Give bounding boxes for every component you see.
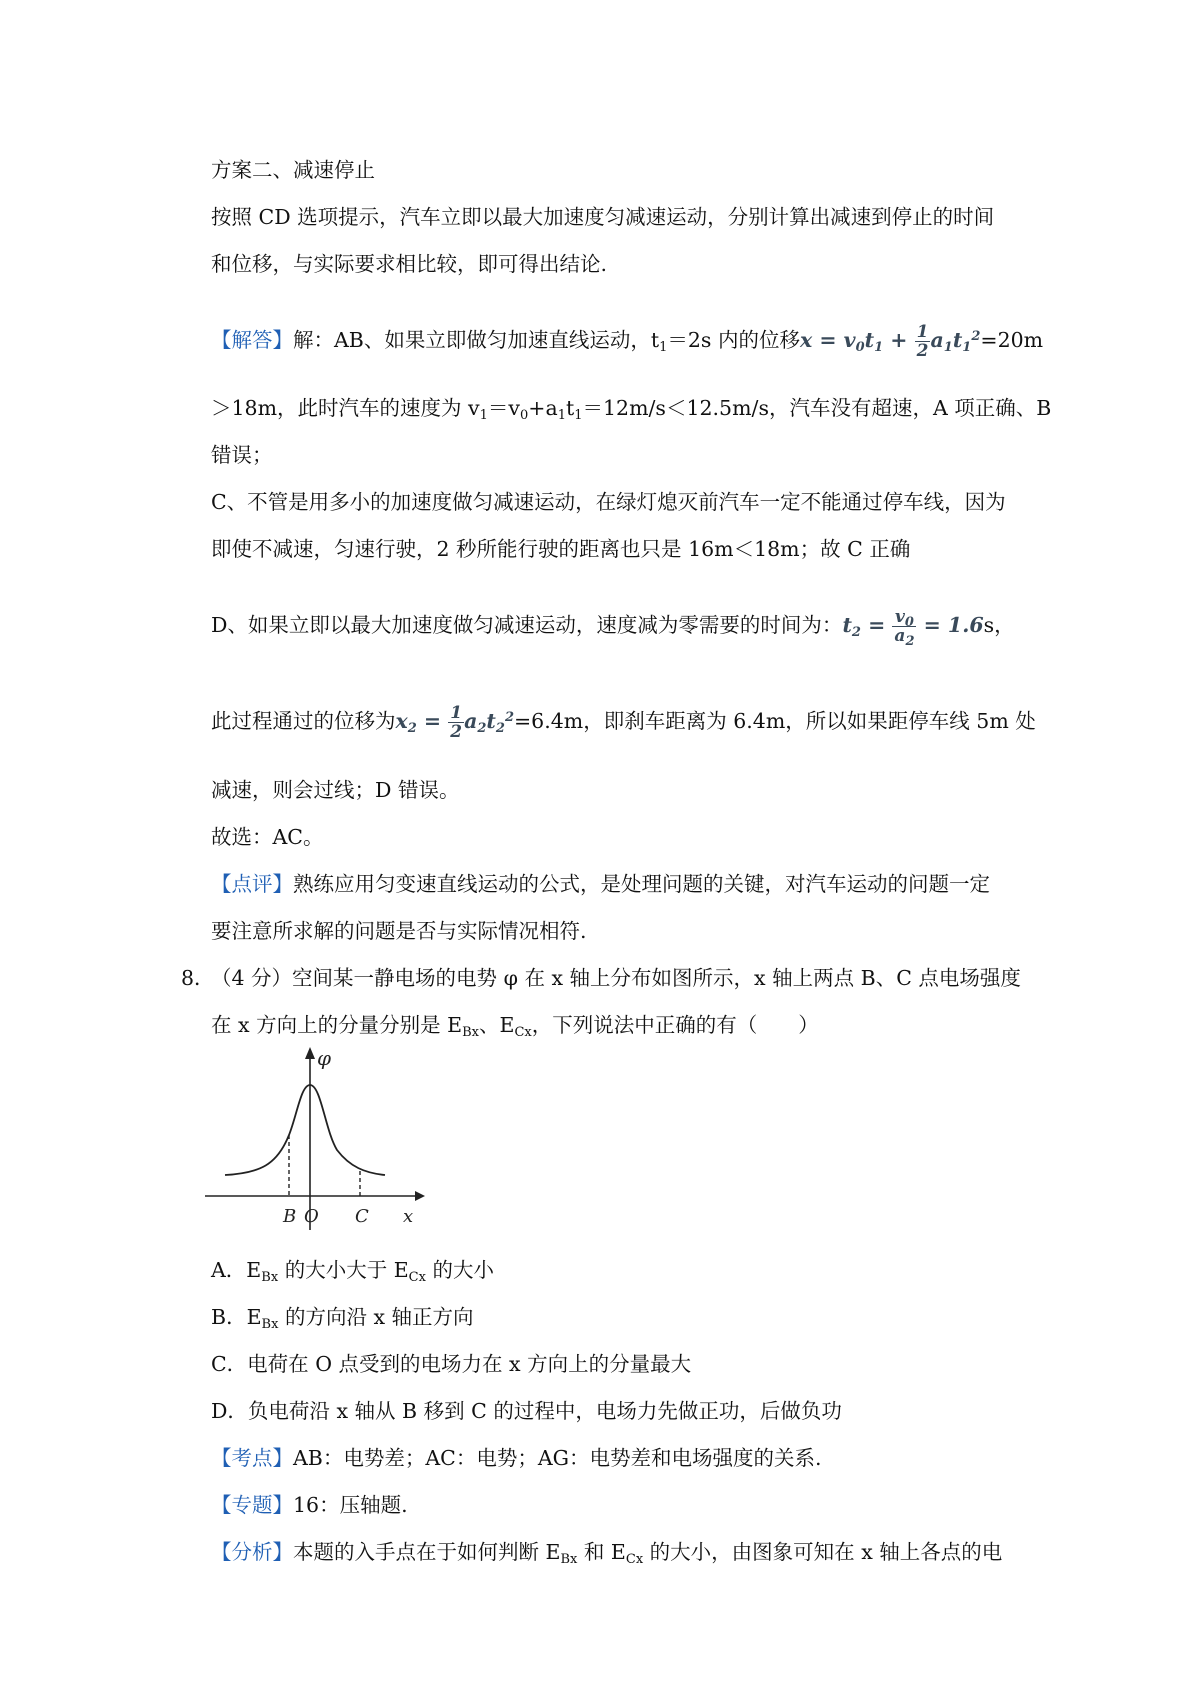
formula-displacement: $x = v_0t_1$ + $\frac{1}{2}$ $a_1t_1^2$ bbox=[799, 322, 981, 361]
answer-line-5: 即使不减速，匀速行驶，2 秒所能行驶的距离也只是 16m＜18m；故 C 正确 bbox=[211, 537, 911, 561]
option-d: D．负电荷沿 x 轴从 B 移到 C 的过程中，电场力先做正功，后做负功 bbox=[211, 1399, 842, 1423]
review-line-2: 要注意所求解的问题是否与实际情况相符. bbox=[211, 919, 587, 943]
y-axis-arrow bbox=[305, 1047, 315, 1059]
question-line-2: 在 x 方向上的分量分别是 $E_{Bx}$、$E_{Cx}$，下列说法中正确的有（ ） bbox=[211, 1013, 819, 1040]
line-3: 和位移，与实际要求相比较，即可得出结论. bbox=[211, 252, 608, 276]
label-O: O bbox=[304, 1206, 319, 1227]
question-line-1: （4 分）空间某一静电场的电势 φ 在 x 轴上分布如图所示，x 轴上两点 B、C 点电场强度 bbox=[211, 966, 1021, 990]
zhuanti-tag: 【专题】 bbox=[211, 1493, 293, 1517]
label-C: C bbox=[355, 1206, 369, 1227]
x-axis-arrow bbox=[415, 1191, 425, 1201]
fenxi-tag: 【分析】 bbox=[211, 1540, 293, 1564]
kaodian-line: 【考点】AB：电势差；AC：电势；AG：电势差和电场强度的关系. bbox=[211, 1446, 822, 1470]
answer-line-8: 减速，则会过线；D 错误。 bbox=[211, 778, 460, 802]
potential-curve bbox=[225, 1085, 385, 1175]
review-line-1: 【点评】熟练应用匀变速直线运动的公式，是处理问题的关键，对汽车运动的问题一定 bbox=[211, 872, 990, 896]
x-axis-label: x bbox=[403, 1206, 414, 1227]
answer-line-4: C、不管是用多小的加速度做匀减速运动，在绿灯熄灭前汽车一定不能通过停车线，因为 bbox=[211, 490, 1006, 514]
formula-braking: $x_2$ = $\frac{1}{2}$ $a_2t_2^2$ bbox=[395, 703, 514, 742]
fenxi-line: 【分析】本题的入手点在于如何判断 $E_{Bx}$ 和 $E_{Cx}$ 的大小，由图象可知在 x 轴上各点的电 bbox=[211, 1540, 1003, 1567]
answer-line-9: 故选：AC。 bbox=[211, 825, 324, 849]
answer-line-1: 【解答】解：AB、如果立即做匀加速直线运动，$t_1=2s$ 内的位移$x = v_0t_1$ + $\frac{1}{2}$ $a_1t_1^2=20m$ bbox=[211, 322, 1044, 361]
zhuanti-line: 【专题】16：压轴题. bbox=[211, 1493, 408, 1517]
option-c: C．电荷在 O 点受到的电场力在 x 方向上的分量最大 bbox=[211, 1352, 692, 1376]
option-a: A．$E_{Bx}$ 的大小大于 $E_{Cx}$ 的大小 bbox=[211, 1258, 494, 1285]
line-1: 方案二、减速停止 bbox=[211, 158, 375, 182]
answer-tag: 【解答】 bbox=[211, 328, 293, 352]
potential-graph bbox=[205, 1045, 425, 1235]
review-tag: 【点评】 bbox=[211, 872, 293, 896]
question-number: 8． bbox=[181, 966, 215, 990]
answer-line-7: 此过程通过的位移为$x_2$ = $\frac{1}{2}$ $a_2t_2^2=6.4m$，即刹车距离为 6.4m，所以如果距停车线 5m 处 bbox=[211, 703, 1036, 742]
line-2: 按照 CD 选项提示，汽车立即以最大加速度匀减速运动，分别计算出减速到停止的时间 bbox=[211, 205, 995, 229]
label-B: B bbox=[283, 1206, 297, 1227]
option-b: B．$E_{Bx}$ 的方向沿 x 轴正方向 bbox=[211, 1305, 474, 1332]
y-axis-label: φ bbox=[317, 1046, 332, 1070]
formula-time: $t_2$ = $\frac{v_0}{a_2}$ = 1.6 bbox=[842, 607, 984, 649]
answer-line-3: 错误； bbox=[211, 443, 273, 467]
answer-line-6: D、如果立即以最大加速度做匀减速运动，速度减为零需要的时间为：$t_2$ = $\frac{v_0}{a_2}$ = 1.6s， bbox=[211, 607, 1015, 649]
answer-line-2: ＞18m，此时汽车的速度为 $v_1=v_0+a_1t_1=12m/s<12.5m/s$，汽车没有超速，A 项正确、B bbox=[211, 396, 1052, 423]
kaodian-tag: 【考点】 bbox=[211, 1446, 293, 1470]
